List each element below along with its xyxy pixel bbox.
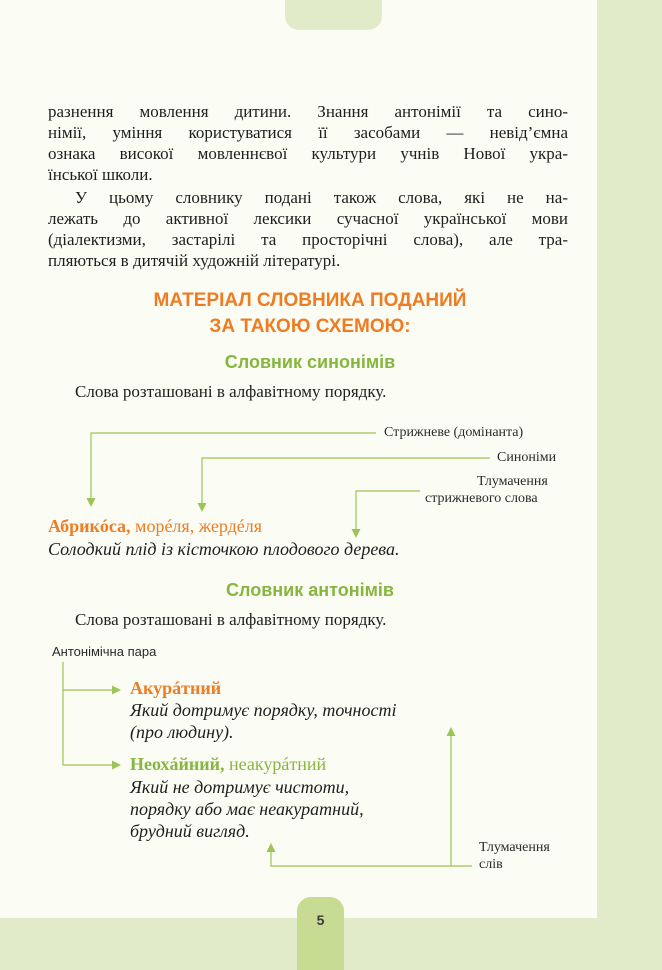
label-antonym-pair: Антонімічна пара	[52, 644, 157, 659]
headword: Абрикóса,	[48, 516, 131, 536]
arrow-antonym-pair	[63, 662, 119, 765]
label-explanation-line-1: Тлумачення	[477, 474, 548, 489]
text-line: їнської школи.	[48, 165, 153, 184]
text-line: ознака високої мовленнєвої культури учнів Нової укра-	[48, 144, 568, 163]
page-number: 5	[316, 912, 325, 928]
main-heading-line-1: МАТЕРІАЛ СЛОВНИКА ПОДАНИЙ	[153, 290, 467, 311]
label-explanation-words-line-2: слів	[479, 857, 503, 872]
synonyms-order-note: Слова розташовані в алфавітному порядку.	[75, 382, 387, 401]
arrow-synonyms	[202, 458, 490, 510]
antonym-definition-2-line-3: брудний вигляд.	[130, 821, 250, 841]
text-line: (діалектизми, застарілі та просторічні слова), але тра-	[48, 230, 568, 249]
synonyms-section-title: Словник синонімів	[224, 352, 396, 372]
antonym-definition-2-line-1: Який не дотримує чистоти,	[130, 777, 350, 797]
main-heading-line-2: ЗА ТАКОЮ СХЕМОЮ:	[209, 316, 411, 337]
text-line: пляються в дитячій художній літературі.	[48, 251, 341, 270]
text-line: разнення мовлення дитини. Знання антонімії та сино-	[48, 102, 568, 121]
label-dominant: Стрижневе (домінанта)	[384, 425, 524, 440]
arrow-dominant	[91, 433, 376, 505]
antonym-definition-1-line-1: Який дотримує порядку, точності	[130, 700, 397, 720]
label-synonyms: Синоніми	[497, 450, 557, 465]
arrow-explanation-words	[271, 845, 472, 866]
synonym-definition: Солодкий плід із кісточкою плодового дерева.	[48, 539, 400, 559]
antonym-word-2: Неохáйний,	[130, 754, 225, 774]
antonym-word-2-variant: неакурáтний	[229, 754, 327, 774]
arrow-explanation	[356, 491, 420, 536]
antonyms-section-title: Словник антонімів	[226, 580, 394, 600]
text-line: німії, уміння користуватися її засобами — невід’ємна	[48, 123, 568, 142]
text-line: У цьому словнику подані також слова, які не на-	[75, 188, 568, 207]
antonyms-order-note: Слова розташовані в алфавітному порядку.	[75, 610, 387, 629]
antonym-definition-1-line-2: (про людину).	[130, 722, 234, 742]
antonym-word-1: Акурáтний	[130, 678, 222, 698]
label-explanation-words-line-1: Тлумачення	[479, 840, 550, 855]
antonym-definition-2-line-2: порядку або має неакуратний,	[130, 799, 364, 819]
synonym-words: морéля, жердéля	[135, 516, 263, 536]
text-line: лежать до активної лексики сучасної української мови	[48, 209, 568, 228]
label-explanation-line-2: стрижневого слова	[425, 491, 538, 506]
